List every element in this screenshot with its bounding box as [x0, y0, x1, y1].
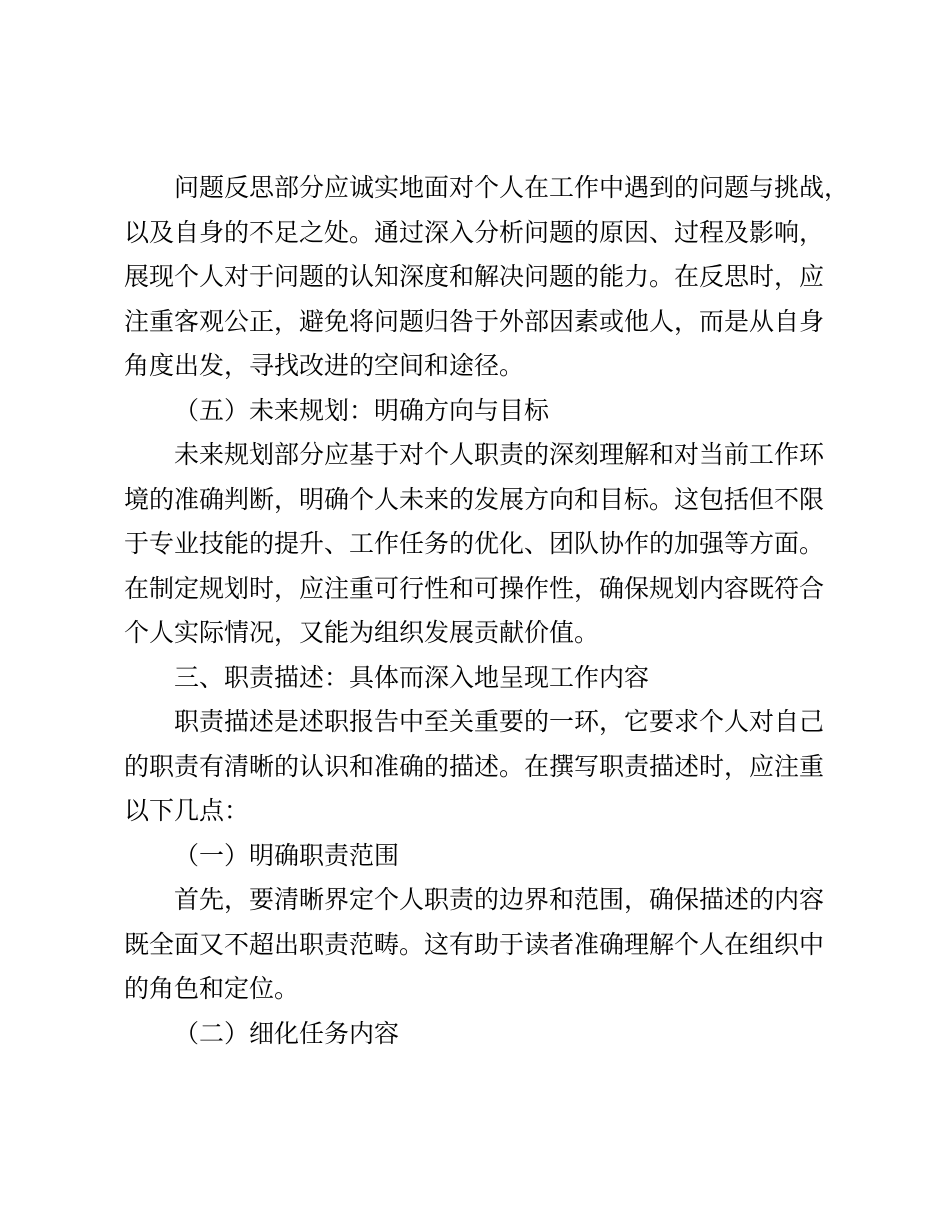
text-line: 境的准确判断，明确个人未来的发展方向和目标。这包括但不限 [124, 484, 825, 514]
text-line: 以及自身的不足之处。通过深入分析问题的原因、过程及影响， [124, 217, 825, 247]
section-heading-duty-scope [124, 834, 844, 879]
heading-line: 三、职责描述：具体而深入地呈现工作内容 [174, 662, 650, 692]
text-line: 展现个人对于问题的认知深度和解决问题的能力。在反思时，应 [124, 262, 825, 291]
heading-line: （五）未来规划：明确方向与目标 [174, 395, 550, 425]
text-line: 首先，要清晰界定个人职责的边界和范围，确保描述的内容 [174, 885, 825, 914]
text-line: 于专业技能的提升、工作任务的优化、团队协作的加强等方面。 [124, 529, 825, 558]
text-line: 个人实际情况，又能为组织发展贡献价值。 [124, 618, 600, 647]
text-line: 的职责有清晰的认识和准确的描述。在撰写职责描述时，应注重 [124, 751, 825, 781]
paragraph-future-plan [124, 433, 844, 656]
section-heading-duty-description [124, 656, 844, 701]
text-line: 以下几点： [124, 796, 250, 825]
paragraph-problem-reflection [124, 166, 850, 389]
text-line: 角度出发，寻找改进的空间和途径。 [124, 351, 525, 380]
section-heading-task-detail [124, 1012, 844, 1057]
heading-line: （一）明确职责范围 [174, 840, 400, 870]
text-line: 问题反思部分应诚实地面对个人在工作中遇到的问题与挑战， [174, 173, 850, 202]
text-line: 既全面又不超出职责范畴。这有助于读者准确理解个人在组织中 [124, 929, 825, 959]
text-line: 未来规划部分应基于对个人职责的深刻理解和对当前工作环 [174, 440, 825, 469]
paragraph-duty-description [124, 700, 844, 834]
text-line: 在制定规划时，应注重可行性和可操作性，确保规划内容既符合 [124, 573, 825, 603]
heading-line: （二）细化任务内容 [174, 1018, 400, 1048]
text-line: 注重客观公正，避免将问题归咎于外部因素或他人，而是从自身 [124, 306, 825, 336]
text-line: 职责描述是述职报告中至关重要的一环，它要求个人对自己 [174, 707, 825, 736]
text-line: 的角色和定位。 [124, 974, 300, 1003]
document-body [124, 166, 850, 1056]
paragraph-duty-scope [124, 878, 844, 1012]
section-heading-future-plan [124, 389, 844, 434]
